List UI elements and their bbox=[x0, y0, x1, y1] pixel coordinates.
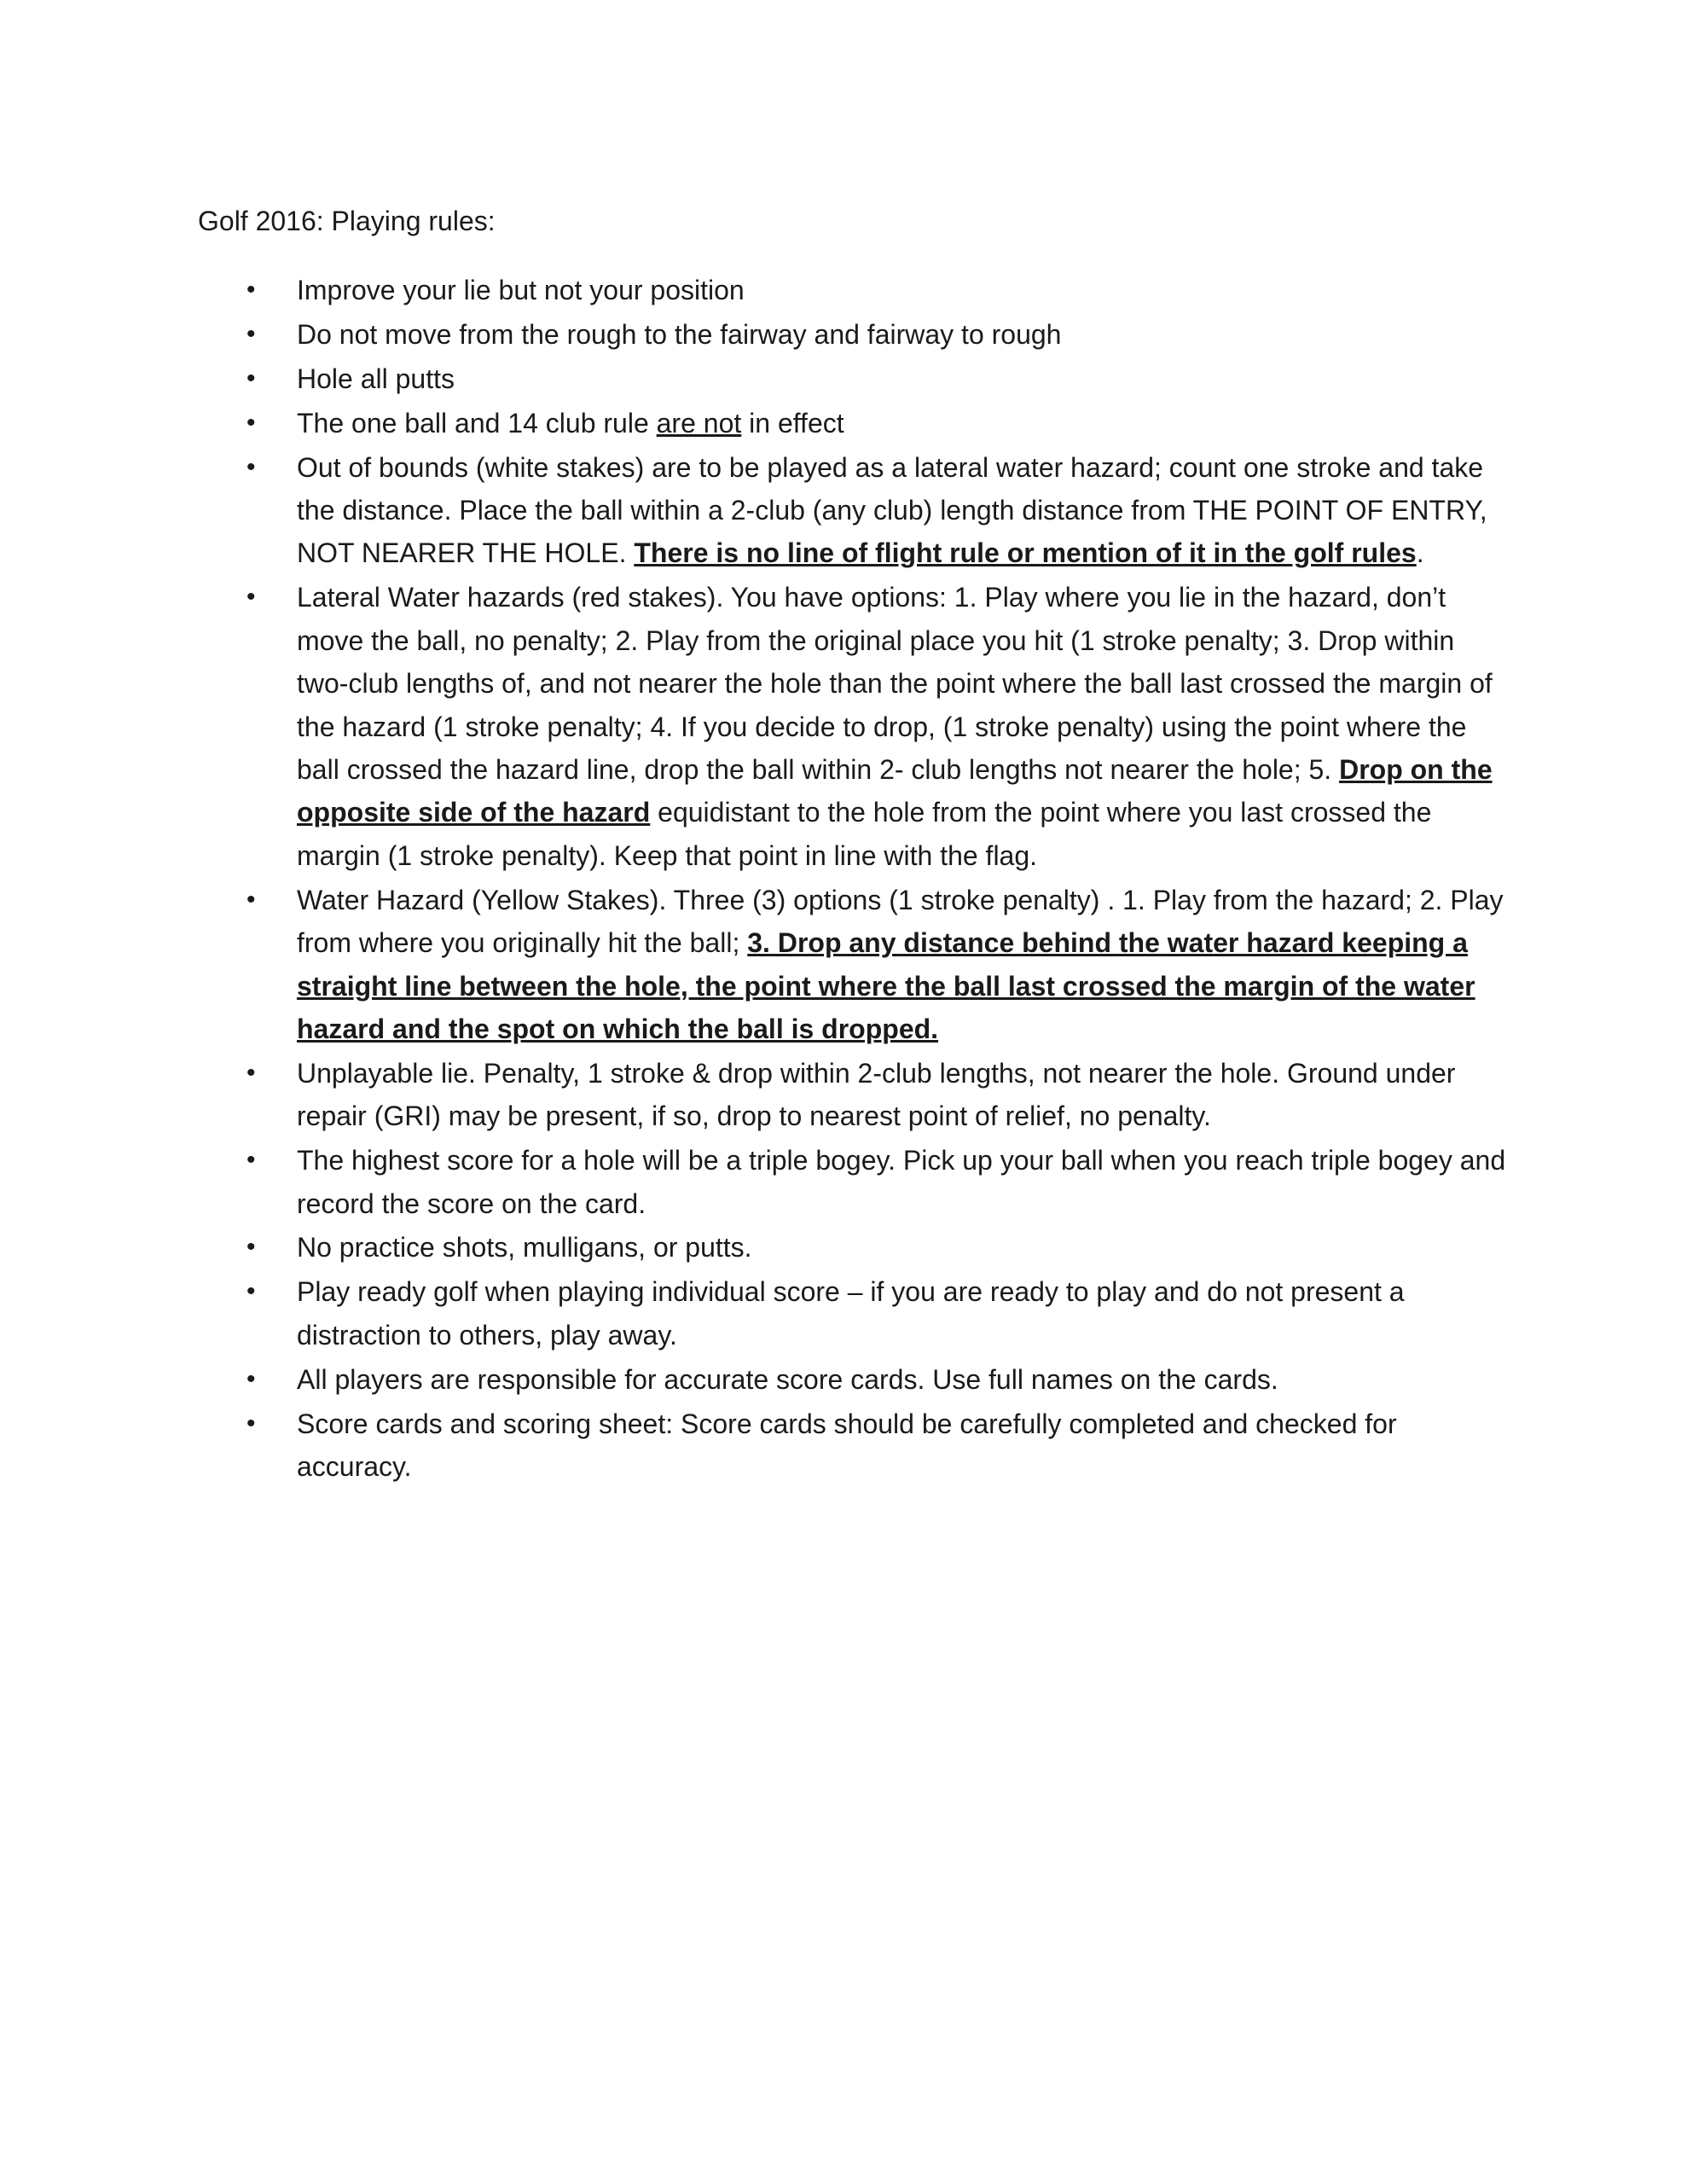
bullet-icon: • bbox=[246, 452, 256, 481]
rule-text-segment: . bbox=[1416, 537, 1424, 569]
rule-text-segment: Score cards and scoring sheet: Score cards should be carefully completed and checked for accuracy. bbox=[297, 1408, 1397, 1482]
rule-text-segment: Water Hazard (Yellow Stakes). Three (3) options (1 stroke penalty) . 1. Play from the hazard; 2. Play from where you originally hit the ball; bbox=[297, 884, 1504, 959]
rule-item bbox=[198, 1052, 1511, 1138]
rule-item bbox=[198, 269, 1511, 311]
rule-text-segment: The one ball and 14 club rule bbox=[297, 407, 657, 439]
rule-item bbox=[198, 1226, 1511, 1269]
rule-text-segment: There is no line of flight rule or mention of it in the golf rules bbox=[634, 537, 1417, 569]
rule-text-segment: Improve your lie but not your position bbox=[297, 275, 745, 305]
rule-item bbox=[198, 879, 1511, 1051]
rule-text-segment: in effect bbox=[741, 407, 844, 439]
rule-item bbox=[198, 1139, 1511, 1225]
bullet-icon: • bbox=[246, 363, 256, 392]
bullet-icon: • bbox=[246, 319, 256, 348]
rule-item bbox=[198, 1358, 1511, 1401]
rule-text-segment: No practice shots, mulligans, or putts. bbox=[297, 1232, 752, 1263]
rule-text-segment: Out of bounds (white stakes) are to be played as a lateral water hazard; count one stroke and take the distance. Place the ball within a 2-club (any club) length distance from THE POINT OF ENTRY, NOT NEARER THE HOLE. bbox=[297, 451, 1487, 569]
rule-item bbox=[198, 576, 1511, 877]
bullet-icon: • bbox=[246, 1233, 256, 1262]
rule-item bbox=[198, 1403, 1511, 1489]
rule-text-segment: Play ready golf when playing individual score – if you are ready to play and do not present a distraction to others, play away. bbox=[297, 1276, 1405, 1350]
rule-text-segment: All players are responsible for accurate score cards. Use full names on the cards. bbox=[297, 1363, 1278, 1395]
rule-text-segment: are not bbox=[656, 407, 742, 439]
rule-text-segment: Lateral Water hazards (red stakes). You have options: 1. Play where you lie in the hazard, don’t move the ball, no penalty; 2. Play from the original place you hit (1 stroke penalty; 3. Drop within two-club lengths of, and not nearer the hole than the point where the ball last crossed the margin of the hazard (1 stroke penalty; 4. If you decide to drop, (1 stroke penalty) using the point where the ball crossed the hazard line, drop the ball within 2- club lengths not nearer the hole; 5. bbox=[297, 582, 1493, 785]
bullet-icon: • bbox=[246, 1364, 256, 1393]
rule-item bbox=[198, 402, 1511, 444]
rules-list bbox=[198, 269, 1511, 1490]
rule-text-segment: Drop on the opposite side of the hazard bbox=[297, 753, 1493, 828]
rule-text-segment: The highest score for a hole will be a triple bogey. Pick up your ball when you reach triple bogey and record the score on the card. bbox=[297, 1145, 1506, 1219]
rule-text-segment: Unplayable lie. Penalty, 1 stroke & drop within 2-club lengths, not nearer the hole. Ground under repair (GRI) may be present, if so, drop to nearest point of relief, no penalty. bbox=[297, 1057, 1456, 1132]
bullet-icon: • bbox=[246, 1058, 256, 1087]
rule-text-segment: equidistant to the hole from the point where you last crossed the margin (1 stroke penalty). Keep that point in line with the flag. bbox=[297, 797, 1432, 871]
rule-text-segment: 3. Drop any distance behind the water hazard keeping a straight line between the hole, the point where the ball last crossed the margin of the water hazard and the spot on which the ball is dropped. bbox=[297, 927, 1475, 1044]
bullet-icon: • bbox=[246, 408, 256, 437]
rule-item bbox=[198, 357, 1511, 400]
bullet-icon: • bbox=[246, 276, 256, 304]
bullet-icon: • bbox=[246, 1277, 256, 1306]
bullet-icon: • bbox=[246, 885, 256, 914]
rule-text-segment: Hole all putts bbox=[297, 363, 455, 394]
document-title: Golf 2016: Playing rules: bbox=[198, 206, 496, 236]
rule-item bbox=[198, 446, 1511, 575]
rule-item bbox=[198, 1270, 1511, 1356]
rule-item bbox=[198, 313, 1511, 356]
rule-text-segment: Do not move from the rough to the fairway and fairway to rough bbox=[297, 318, 1062, 350]
bullet-icon: • bbox=[246, 583, 256, 612]
bullet-icon: • bbox=[246, 1146, 256, 1175]
bullet-icon: • bbox=[246, 1409, 256, 1438]
